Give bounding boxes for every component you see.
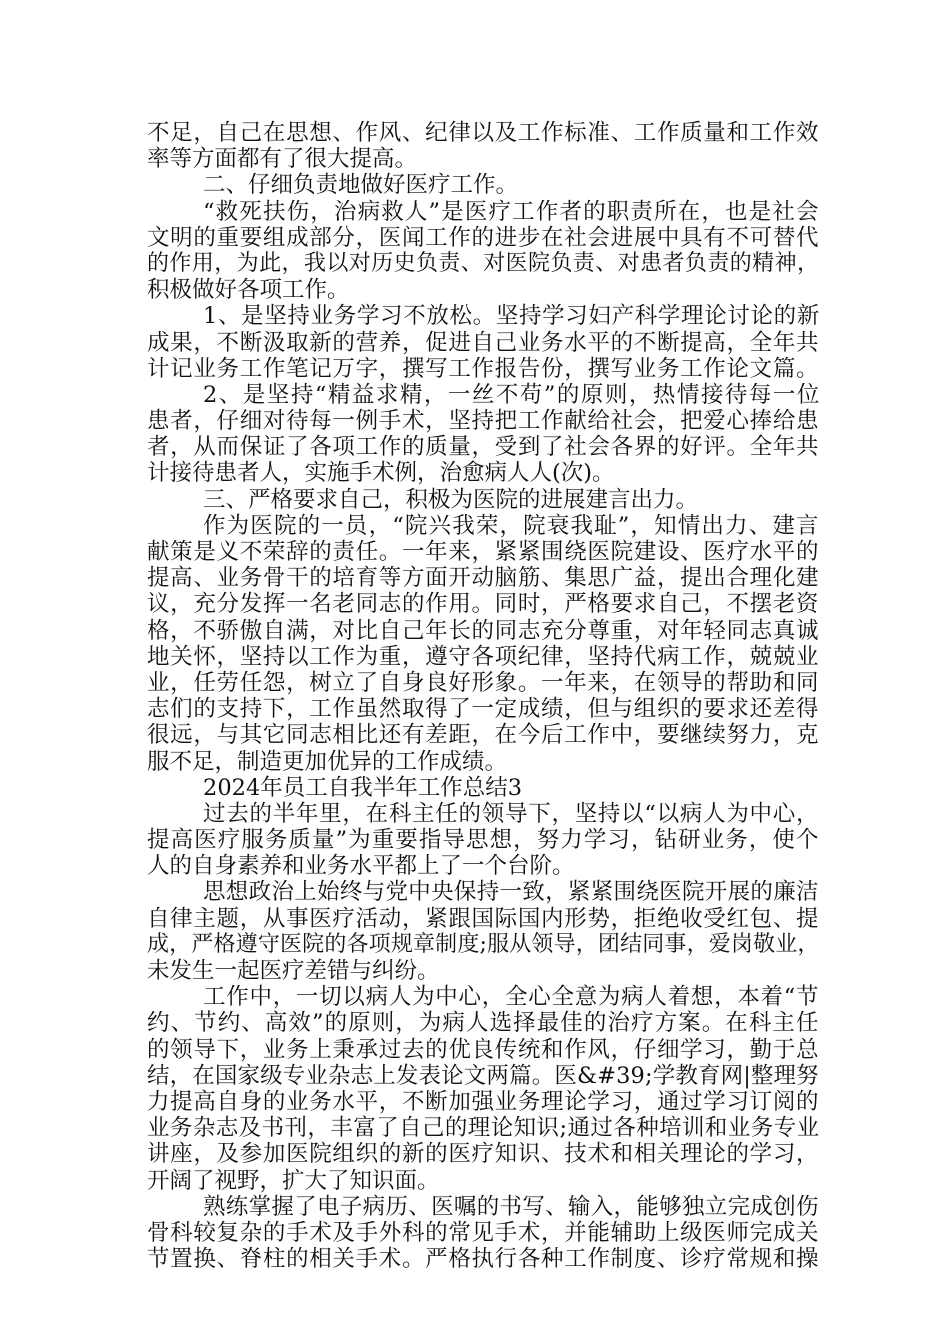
text-line: 成果，不断汲取新的营养，促进自己业务水平的不断提高，全年共 (147, 329, 820, 356)
text-line: 骨科较复杂的手术及手外科的常见手术，并能辅助上级医师完成关 (147, 1219, 820, 1246)
document-body (147, 120, 819, 1272)
text-line: 约、节约、高效”的原则，为病人选择最佳的治疗方案。在科主任 (147, 1010, 820, 1037)
text-line: 成，严格遵守医院的各项规章制度;服从领导，团结同事，爱岗敬业， (147, 931, 820, 957)
text-line: 过去的半年里，在科主任的领导下，坚持以“以病人为中心， (203, 800, 820, 827)
text-line: 献策是义不荣辞的责任。一年来，紧紧围绕医院建设、医疗水平的 (147, 539, 820, 565)
text-line: 服不足，制造更加优异的工作成绩。 (147, 748, 508, 775)
text-line: 讲座，及参加医院组织的新的医疗知识、技术和相关理论的学习， (147, 1141, 820, 1168)
text-line: 2、是坚持“精益求精，一丝不苟”的原则，热情接待每一位 (203, 381, 821, 408)
text-line: “救死扶伤，治病救人”是医疗工作者的职责所在，也是社会 (203, 198, 820, 225)
text-line: 二、仔细负责地做好医疗工作。 (203, 172, 519, 199)
text-line: 的领导下，业务上秉承过去的优良传统和作风，仔细学习，勤于总 (147, 1036, 820, 1063)
text-line: 三、严格要求自己，积极为医院的进展建言出力。 (203, 486, 699, 513)
text-line: 自律主题，从事医疗活动，紧跟国际国内形势，拒绝收受红包、提 (147, 905, 820, 932)
text-line: 业，任劳任怨，树立了自身良好形象。一年来，在领导的帮助和同 (147, 669, 820, 696)
text-line: 议，充分发挥一名老同志的作用。同时，严格要求自己，不摆老资 (147, 591, 820, 618)
text-line: 提高、业务骨干的培育等方面开动脑筋、集思广益，提出合理化建 (147, 565, 820, 592)
text-line: 作为医院的一员，“院兴我荣，院衰我耻”，知情出力、建言 (203, 512, 820, 539)
text-line: 工作中，一切以病人为中心，全心全意为病人着想，本着“节 (203, 984, 820, 1011)
text-line: 很远，与其它同志相比还有差距，在今后工作中，要继续努力，克 (147, 722, 820, 749)
text-line: 患者，仔细对待每一例手术，坚持把工作献给社会，把爱心捧给患 (147, 408, 820, 435)
text-line: 率等方面都有了很大提高。 (147, 146, 418, 173)
text-line: 不足，自己在思想、作风、纪律以及工作标准、工作质量和工作效 (147, 120, 820, 146)
text-line: 格，不骄傲自满，对比自己年长的同志充分尊重，对年轻同志真诚 (147, 617, 820, 644)
text-line: 业务杂志及书刊，丰富了自己的理论知识;通过各种培训和业务专业 (147, 1115, 820, 1142)
text-line: 结，在国家级专业杂志上发表论文两篇。医&#39;学教育网|整理努 (147, 1062, 819, 1089)
text-line: 文明的重要组成部分，医闻工作的进步在社会进展中具有不可替代 (147, 224, 820, 251)
text-line: 1、是坚持业务学习不放松。坚持学习妇产科学理论讨论的新 (203, 303, 820, 330)
text-line: 未发生一起医疗差错与纠纷。 (147, 958, 440, 984)
text-line: 地关怀，坚持以工作为重，遵守各项纪律，坚持代病工作，兢兢业 (147, 643, 820, 670)
text-line: 计接待患者人，实施手术例，治愈病人人(次)。 (147, 460, 615, 487)
text-line: 开阔了视野，扩大了知识面。 (147, 1167, 440, 1194)
text-line: 志们的支持下，工作虽然取得了一定成绩，但与组织的要求还差得 (147, 696, 820, 723)
text-line: 2024年员工自我半年工作总结3 (203, 774, 523, 801)
text-line: 积极做好各项工作。 (147, 277, 350, 304)
text-line: 计记业务工作笔记万字，撰写工作报告份，撰写业务工作论文篇。 (147, 355, 820, 382)
text-line: 提高医疗服务质量”为重要指导思想，努力学习，钻研业务，使个 (147, 827, 820, 854)
text-line: 节置换、脊柱的相关手术。严格执行各种工作制度、诊疗常规和操 (147, 1246, 820, 1273)
text-line: 人的自身素养和业务水平都上了一个台阶。 (147, 853, 575, 880)
text-line: 力提高自身的业务水平，不断加强业务理论学习，通过学习订阅的 (147, 1088, 820, 1115)
text-line: 者，从而保证了各项工作的质量，受到了社会各界的好评。全年共 (147, 434, 820, 461)
text-line: 思想政治上始终与党中央保持一致，紧紧围绕医院开展的廉洁 (203, 879, 819, 906)
text-line: 的作用，为此，我以对历史负责、对医院负责、对患者负责的精神， (147, 250, 820, 276)
text-line: 熟练掌握了电子病历、医嘱的书写、输入，能够独立完成创伤 (203, 1193, 819, 1220)
